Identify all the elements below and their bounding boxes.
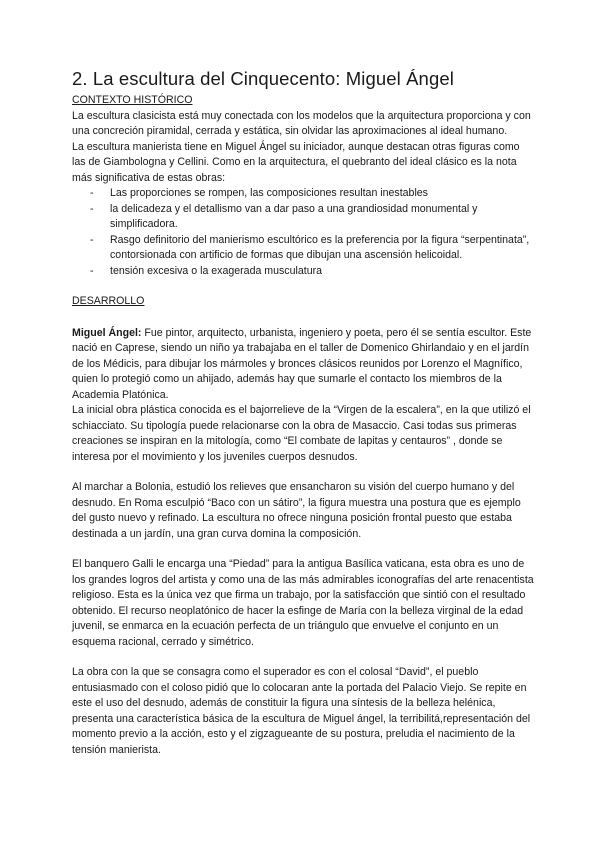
section-heading-contexto: CONTEXTO HISTÓRICO <box>72 94 193 106</box>
desarrollo-paragraph-3: Al marchar a Bolonia, estudió los relieves que ensancharon su visión del cuerpo humano y del desnudo. En Roma esculpió “Baco con un sátiro”, la figura muestra una postura que es ejemplo del gusto nuevo y refinado. La escultura no ofrece ninguna posición frontal puesto que estaba destinada a un jardín, una gran curva domina la composición. <box>72 481 521 540</box>
contexto-paragraph-1: La escultura clasicista está muy conectada con los modelos que la arquitectura proporciona y con una concreción piramidal, cerrada y estática, sin olvidar las aproximaciones al ideal humano. <box>72 109 531 137</box>
bullet-item: - Las proporciones se rompen, las composiciones resultan inestables <box>90 186 534 202</box>
bullet-item: - tensión excesiva o la exagerada musculatura <box>90 264 534 280</box>
desarrollo-paragraph-2: La inicial obra plástica conocida es el bajorrelieve de la “Virgen de la escalera”, en la que utilizó el schiacciato. Su tipología puede relacionarse con la obra de Masaccio. Casi todas sus primeras creaciones se inspiran en la mitología, como “El combate de lapitas y centauros” , donde se interesa por el movimiento y los juveniles cuerpos desnudos. <box>72 404 531 463</box>
desarrollo-paragraph-1-text: Fue pintor, arquitecto, urbanista, ingeniero y poeta, pero él se sentía escultor. Este nació en Caprese, siendo un niño ya trabajaba en el taller de Domenico Ghirlandaio y en el jardín de los Médicis, para dibujar los mármoles y bronces clásicos reunidos por Lorenzo el Magnífico, quien lo protegió como un ahijado, además hay que sumarle el contacto los miembros de la Academia Platónica. <box>72 326 532 401</box>
contexto-bullet-list <box>72 186 534 279</box>
bullet-item: - la delicadeza y el detallismo van a dar paso a una grandiosidad monumental y simplificadora. <box>90 202 534 233</box>
miguel-angel-label: Miguel Ángel: <box>72 326 142 339</box>
desarrollo-paragraph-4: El banquero Galli le encarga una “Piedad” para la antigua Basílica vaticana, esta obra es uno de los grandes logros del artista y como una de las más admirables iconografías del arte renacentista religioso. Esta es la única vez que firma un trabajo, por la satisfacción que sintió con el resultado obtenido. El recurso neoplatónico de hacer la esfinge de María con la belleza virginal de la edad juvenil, se enmarca en la ecuación perfecta de un triángulo que envuelve el conjunto en un esquema racional, cerrado y simétrico. <box>72 558 534 648</box>
contexto-paragraph-2: La escultura manierista tiene en Miguel Ángel su iniciador, aunque destacan otras figuras como las de Giambologna y Cellini. Como en la arquitectura, el quebranto del ideal clásico es la nota más significativa de estas obras: <box>72 140 520 184</box>
section-heading-desarrollo: DESARROLLO <box>72 295 145 307</box>
desarrollo-paragraph-1 <box>72 326 534 404</box>
page-title: 2. La escultura del Cinquecento: Miguel Ángel <box>72 68 454 89</box>
desarrollo-paragraph-5: La obra con la que se consagra como el superador es con el colosal “David”, el pueblo entusiasmado con el coloso pidió que lo colocaran ante la portada del Palacio Viejo. Se repite en este el uso del desnudo, además de constituir la figura una síntesis de la belleza helénica, presenta una característica básica de la escultura de Miguel ángel, la terribilitá,representación del momento previo a la acción, esto y el zigzagueante de su postura, preludia el nacimiento de la tensión manierista. <box>72 666 531 756</box>
document-page <box>72 68 534 758</box>
bullet-item: - Rasgo definitorio del manierismo escultórico es la preferencia por la figura “serpentinata”, contorsionada con artificio de formas que dibujan una ascensión helicoidal. <box>90 233 534 264</box>
